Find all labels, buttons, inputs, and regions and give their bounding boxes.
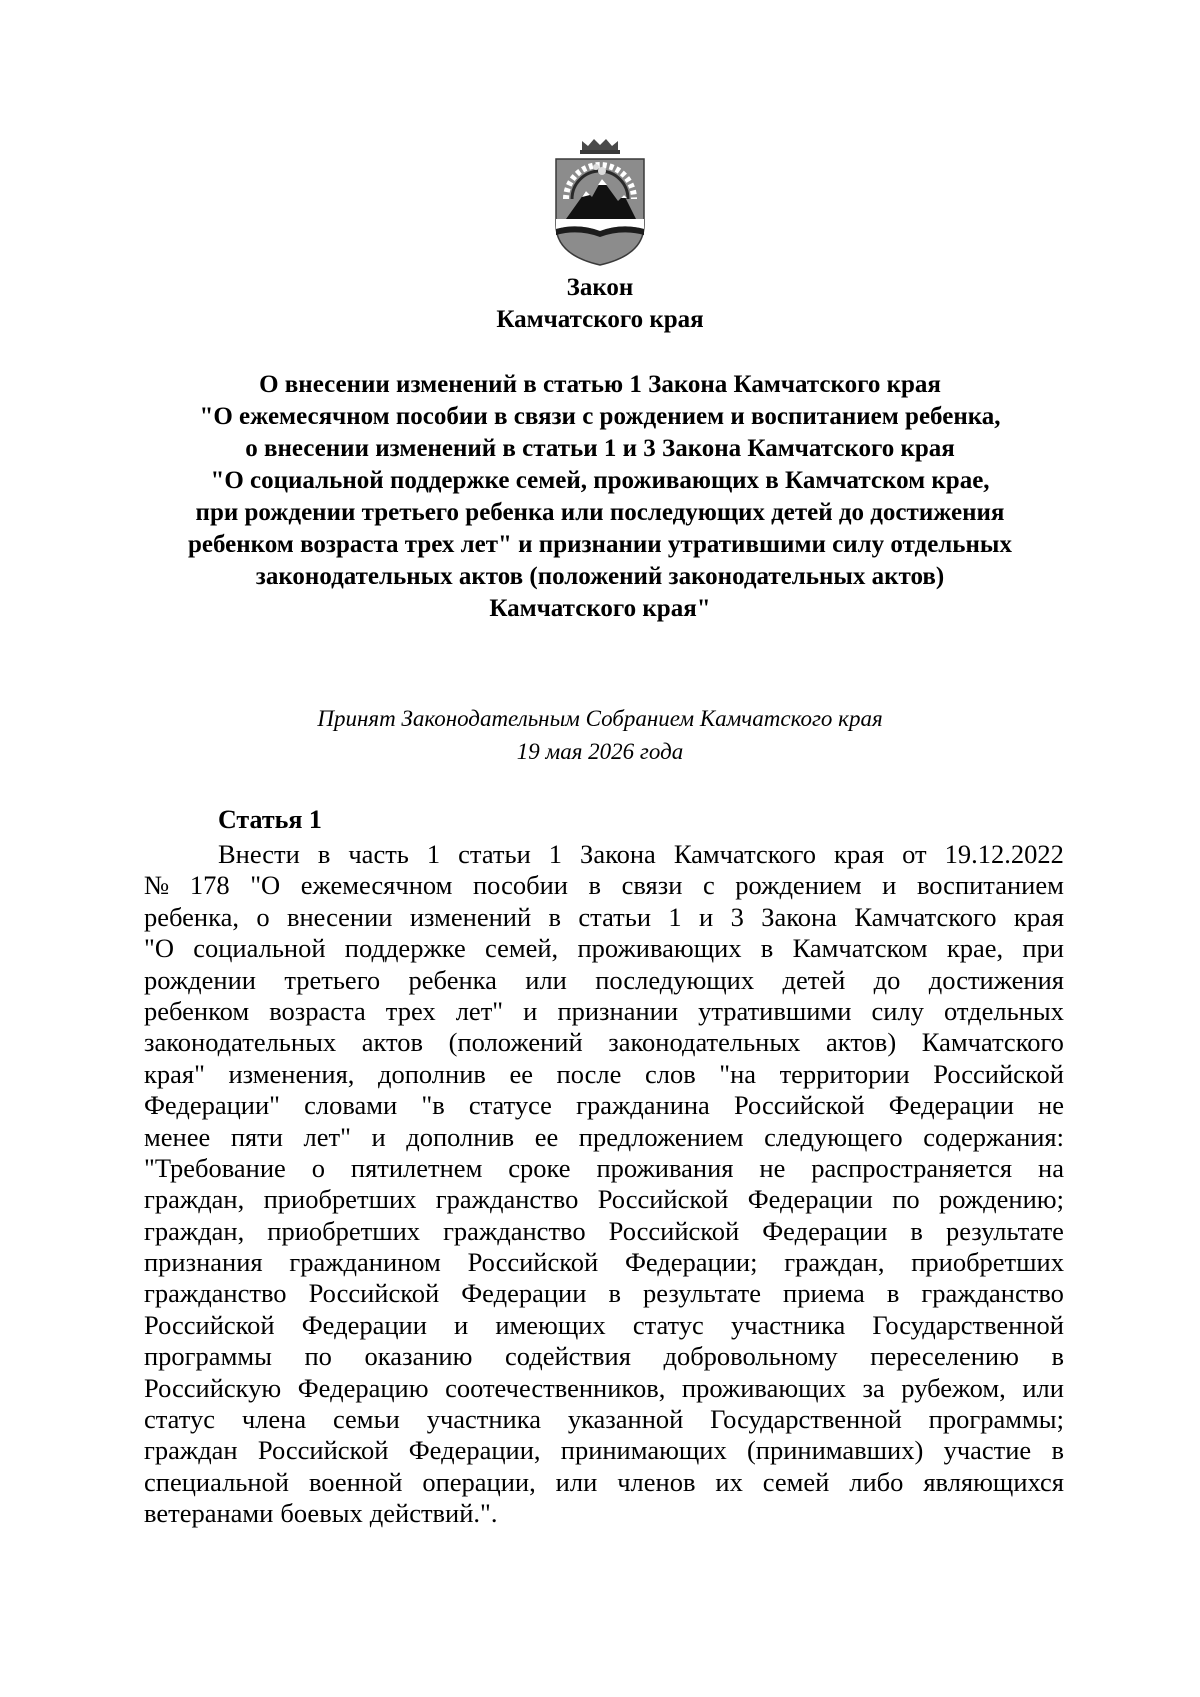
- article-word: по: [304, 1341, 332, 1372]
- article-word: в: [1051, 1435, 1064, 1466]
- article-word: Федерации: [888, 1090, 1014, 1121]
- article-word: являющихся: [923, 1466, 1064, 1497]
- article-word: действий.".: [369, 1498, 498, 1529]
- article-word: Российской: [733, 1090, 865, 1121]
- article-word: Государственной: [710, 1404, 902, 1435]
- article-word: Камчатском: [792, 933, 928, 964]
- article-word: 19.12.2022: [944, 839, 1064, 869]
- article-word: пяти: [230, 1121, 283, 1152]
- article-word: статусе: [468, 1090, 552, 1121]
- article-line: [144, 870, 1064, 901]
- article-word: содержания:: [923, 1121, 1064, 1152]
- article-word: программы;: [928, 1404, 1064, 1435]
- article-line: [144, 1247, 1064, 1278]
- article-word: (положений: [448, 1027, 583, 1058]
- article-line: [144, 1278, 1064, 1309]
- article-word: при: [1022, 933, 1064, 964]
- article-word: ежемесячном: [300, 870, 453, 901]
- article-word: часть: [348, 839, 409, 869]
- article-line: [144, 996, 1064, 1027]
- article-word: пособии: [472, 870, 568, 901]
- article-word: граждан,: [784, 1247, 885, 1278]
- article-line: [144, 1184, 1064, 1215]
- article-line: [144, 1498, 1064, 1529]
- article-word: края": [144, 1058, 205, 1089]
- article-word: соотечественников,: [445, 1372, 666, 1403]
- article-word: Внести: [218, 839, 300, 869]
- article-word: в: [548, 901, 562, 932]
- article-word: от: [902, 839, 927, 869]
- article-word: участника: [426, 1404, 541, 1435]
- law-subject-line: "О ежемесячном пособии в связи с рождением и воспитанием ребенка,: [199, 403, 1001, 430]
- article-word: с: [702, 870, 715, 901]
- article-word: рубежом,: [901, 1372, 1006, 1403]
- article-word: актов: [361, 1027, 424, 1058]
- article-word: ребенком: [144, 995, 250, 1026]
- article-word: в: [1051, 1341, 1064, 1372]
- article-word: ребенка: [408, 964, 497, 995]
- article-word: трех: [385, 995, 436, 1026]
- article-word: результате: [643, 1278, 761, 1309]
- article-word: приобретших: [911, 1247, 1064, 1278]
- article-word: рождении: [144, 964, 256, 995]
- article-word: актов): [826, 1027, 897, 1058]
- law-subject-line: О внесении изменений в статью 1 Закона Камчатского края: [259, 371, 941, 398]
- article-word: Российской: [597, 1184, 729, 1215]
- law-subject-line: "О социальной поддержке семей, проживающих в Камчатском крае,: [210, 467, 990, 494]
- article-word: военной: [308, 1466, 403, 1497]
- article-word: силу: [871, 995, 924, 1026]
- article-word: Российской: [308, 1278, 440, 1309]
- article-word: не: [759, 1152, 786, 1183]
- article-word: 178: [189, 870, 230, 901]
- article-line: [144, 1122, 1064, 1153]
- article-word: 1: [426, 839, 441, 869]
- article-word: боевых: [280, 1498, 363, 1529]
- article-word: распространяется: [811, 1152, 1013, 1183]
- article-word: в: [608, 1278, 621, 1309]
- article-word: приобретших: [263, 1184, 417, 1215]
- article-word: (принимавших): [746, 1435, 924, 1466]
- article-word: дополнив: [406, 1121, 515, 1152]
- article-word: ее: [509, 1058, 533, 1089]
- article-word: граждан: [144, 1435, 238, 1466]
- article-word: Камчатского: [673, 839, 816, 869]
- article-word: Российской: [144, 1309, 275, 1340]
- article-word: Российской: [608, 1215, 740, 1246]
- adoption-note: [0, 702, 1200, 768]
- article-word: приобретших: [267, 1215, 421, 1246]
- article-word: ее: [534, 1121, 559, 1152]
- article-word: их: [715, 1466, 743, 1497]
- article-word: проживающих: [577, 933, 742, 964]
- article-word: №: [144, 870, 170, 901]
- article-word: территории: [779, 1058, 910, 1089]
- article-word: изменений: [409, 901, 532, 932]
- article-word: имеющих: [495, 1309, 606, 1340]
- article-line: [144, 1090, 1064, 1121]
- law-subject-line: при рождении третьего ребенка или последующих детей до достижения: [195, 499, 1005, 526]
- article-word: Федерации: [747, 1184, 873, 1215]
- article-word: и: [371, 1121, 386, 1152]
- law-subject-line: законодательных актов (положений законодательных актов): [255, 563, 945, 590]
- article-word: члена: [241, 1404, 307, 1435]
- article-word: воспитанием: [916, 870, 1064, 901]
- article-word: 3: [730, 901, 744, 932]
- article-word: менее: [144, 1121, 211, 1152]
- article-word: гражданство: [443, 1215, 586, 1246]
- article-word: детей: [782, 964, 846, 995]
- article-word: граждан,: [144, 1215, 245, 1246]
- article-word: статус: [144, 1404, 215, 1435]
- article-word: "в: [421, 1090, 445, 1121]
- law-title-line: Камчатского края: [496, 306, 704, 333]
- article-word: и: [882, 870, 897, 901]
- article-word: поддержке: [344, 933, 466, 964]
- article-word: в: [910, 1215, 923, 1246]
- article-line: [144, 1404, 1064, 1435]
- article-word: гражданина: [576, 1090, 710, 1121]
- article-word: лет": [303, 1121, 351, 1152]
- article-word: Российской: [467, 1247, 599, 1278]
- article-word: о: [311, 1152, 325, 1183]
- article-word: приема: [783, 1278, 865, 1309]
- article-word: Российскую: [144, 1372, 282, 1403]
- article-word: гражданство: [921, 1278, 1064, 1309]
- article-word: членов: [617, 1466, 696, 1497]
- article-word: Закона: [580, 839, 656, 869]
- article-word: проживающих: [681, 1372, 846, 1403]
- article-word: результате: [945, 1215, 1064, 1246]
- article-line: [144, 1153, 1064, 1184]
- article-word: либо: [849, 1466, 904, 1497]
- article-word: специальной: [144, 1466, 289, 1497]
- article-word: лет": [455, 995, 504, 1026]
- article-word: принимающих: [560, 1435, 727, 1466]
- article-line: [144, 933, 1064, 964]
- article-word: Федерацию: [297, 1372, 429, 1403]
- article-line: [144, 1435, 1064, 1466]
- article-word: пятилетнем: [350, 1152, 483, 1183]
- article-word: социальной: [193, 933, 326, 964]
- article-word: "на: [719, 1058, 757, 1089]
- article-word: добровольному: [663, 1341, 838, 1372]
- article-word: статус: [632, 1309, 704, 1340]
- article-word: ребенка,: [144, 901, 239, 932]
- article-word: Камчатского: [921, 1027, 1064, 1058]
- article-word: связи: [621, 870, 683, 901]
- article-word: отдельных: [943, 995, 1064, 1026]
- article-word: Федерации,: [408, 1435, 541, 1466]
- article-word: ветеранами: [144, 1498, 274, 1529]
- article-word: семьи: [332, 1404, 400, 1435]
- article-line: [144, 1310, 1064, 1341]
- article-word: внесении: [286, 901, 393, 932]
- article-word: содействия: [504, 1341, 631, 1372]
- law-subject-line: ребенком возраста трех лет" и признании утратившими силу отдельных: [188, 531, 1012, 558]
- article-word: проживания: [596, 1152, 734, 1183]
- article-word: изменения,: [228, 1058, 355, 1089]
- law-subject: [0, 369, 1200, 625]
- article-word: Федерации": [144, 1090, 280, 1121]
- article-word: Федерации;: [624, 1247, 758, 1278]
- article-word: в: [317, 839, 331, 869]
- article-word: за: [862, 1372, 885, 1403]
- article-word: и: [699, 901, 714, 932]
- article-word: следующего: [764, 1121, 903, 1152]
- article-word: о: [256, 901, 270, 932]
- article-word: словами: [304, 1090, 398, 1121]
- article-word: участника: [730, 1309, 846, 1340]
- article-word: или: [1022, 1372, 1064, 1403]
- article-line: [144, 1059, 1064, 1090]
- article-word: и: [523, 995, 538, 1026]
- law-subject-line: о внесении изменений в статьи 1 и 3 Закона Камчатского края: [245, 435, 955, 462]
- article-word: "О: [144, 933, 174, 964]
- article-word: статьи: [458, 839, 531, 869]
- article-word: признания: [144, 1247, 263, 1278]
- law-title: [0, 272, 1200, 336]
- adoption-date: 19 мая 2026 года: [516, 739, 684, 764]
- article-line: [144, 965, 1064, 996]
- article-line: [144, 1027, 1064, 1058]
- article-line: [144, 839, 1064, 870]
- article-word: предложением: [578, 1121, 744, 1152]
- article-word: 1: [548, 839, 563, 869]
- article-word: Закона: [761, 901, 837, 932]
- article-line: [144, 1467, 1064, 1498]
- article-word: семей,: [485, 933, 559, 964]
- article-word: граждан,: [144, 1184, 245, 1215]
- article-word: в: [588, 870, 602, 901]
- article-word: в: [886, 1278, 900, 1309]
- article-word: статьи: [578, 901, 651, 932]
- article-word: гражданство: [435, 1184, 579, 1215]
- article-word: Российской: [257, 1435, 389, 1466]
- article-word: рождению;: [939, 1184, 1064, 1215]
- coat-of-arms-emblem: [552, 137, 648, 267]
- article-word: рождением: [735, 870, 862, 901]
- article-line: [144, 1373, 1064, 1404]
- article-word: в: [760, 933, 774, 964]
- article-word: слов: [644, 1058, 696, 1089]
- article-word: Государственной: [872, 1309, 1064, 1340]
- article-word: гражданство: [144, 1278, 287, 1309]
- article-body: [144, 839, 1064, 1530]
- article-word: или: [525, 964, 567, 995]
- article-word: Федерации: [762, 1215, 888, 1246]
- article-word: оказанию: [364, 1341, 473, 1372]
- law-title-line: Закон: [566, 274, 634, 301]
- article-word: крае,: [946, 933, 1004, 964]
- article-word: последующих: [595, 964, 755, 995]
- article-word: достижения: [928, 964, 1064, 995]
- article-word: сроке: [508, 1152, 571, 1183]
- article-word: гражданином: [289, 1247, 441, 1278]
- article-word: Федерации: [461, 1278, 587, 1309]
- article-word: Российской: [933, 1058, 1064, 1089]
- article-word: программы: [144, 1341, 272, 1372]
- article-line: [144, 902, 1064, 933]
- article-word: не: [1038, 1090, 1064, 1121]
- article-word: семей: [762, 1466, 830, 1497]
- article-word: возраста: [269, 995, 366, 1026]
- adoption-note-line: Принят Законодательным Собранием Камчатского края: [317, 706, 883, 731]
- article-word: "Требование: [144, 1152, 286, 1183]
- article-word: 1: [668, 901, 682, 932]
- article-word: или: [555, 1466, 598, 1497]
- article-word: признании: [557, 995, 679, 1026]
- article-word: утратившими: [698, 995, 852, 1026]
- article-word: участие: [943, 1435, 1032, 1466]
- article-word: переселению: [870, 1341, 1019, 1372]
- article-word: указанной: [567, 1404, 684, 1435]
- article-word: края: [1013, 901, 1064, 932]
- article-word: края: [834, 839, 885, 869]
- article-word: до: [873, 964, 901, 995]
- article-word: после: [556, 1058, 622, 1089]
- article-word: по: [892, 1184, 920, 1215]
- article-heading: Статья 1: [218, 805, 322, 834]
- article-line: [144, 1341, 1064, 1372]
- article-word: Федерации: [301, 1309, 427, 1340]
- article-word: и: [454, 1309, 469, 1340]
- article-line: [144, 1216, 1064, 1247]
- law-subject-line: Камчатского края": [489, 595, 711, 622]
- article-word: законодательных: [608, 1027, 801, 1058]
- article-word: на: [1038, 1152, 1064, 1183]
- article-word: "О: [250, 870, 281, 901]
- article-word: третьего: [284, 964, 381, 995]
- article-word: дополнив: [377, 1058, 486, 1089]
- article-word: операции,: [422, 1466, 536, 1497]
- article-word: Камчатского: [854, 901, 997, 932]
- article-word: законодательных: [144, 1027, 337, 1058]
